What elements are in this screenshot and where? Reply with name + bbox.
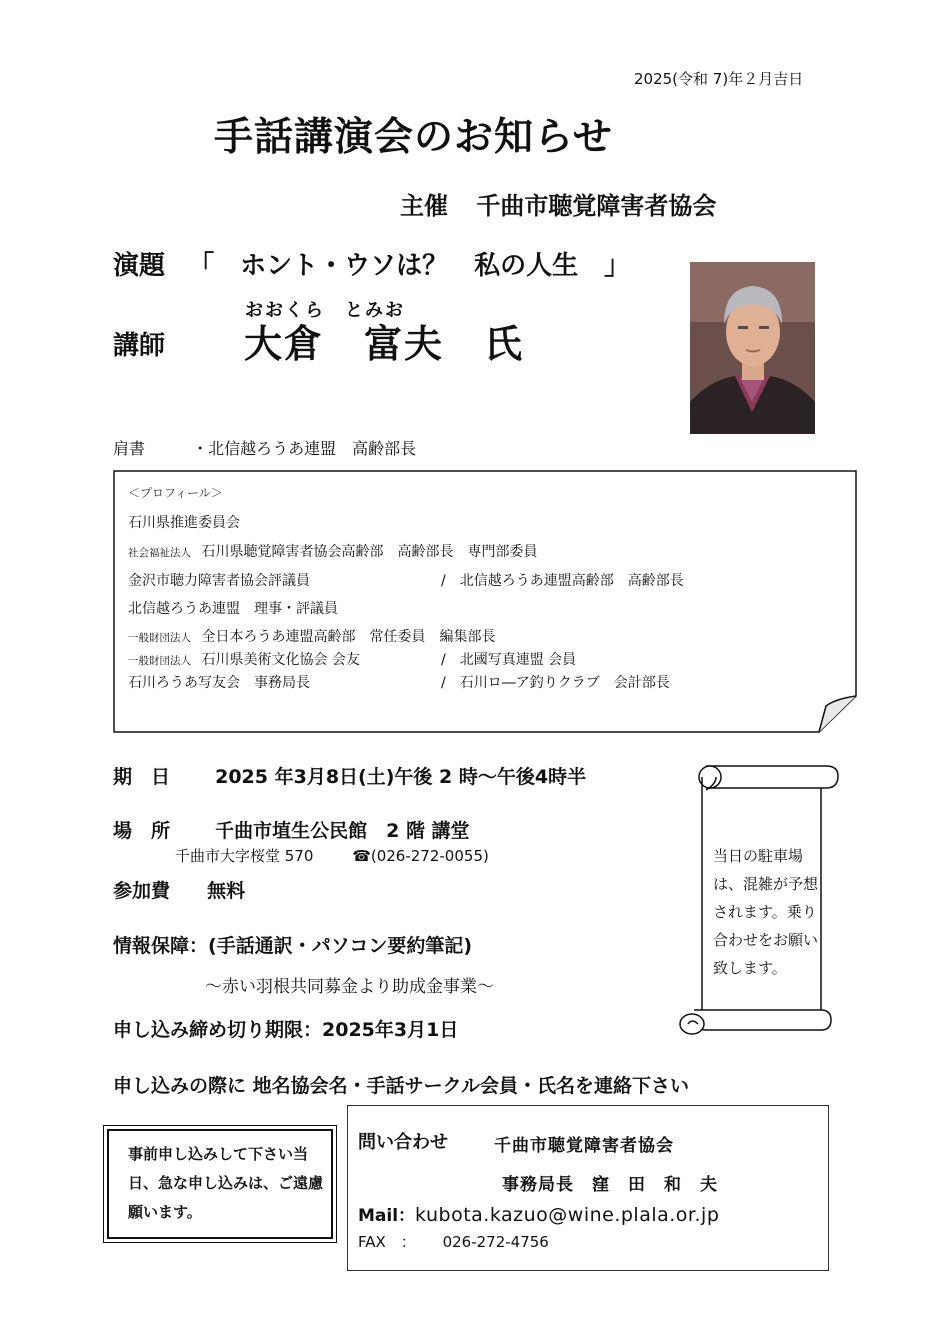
profile-line <box>128 512 240 532</box>
profile-left: 石川県推進委員会 <box>128 515 240 531</box>
title-label: 肩書 <box>113 439 146 458</box>
profile-prefix: 一般財団法人 <box>128 655 191 667</box>
profile-right: / 石川ロ―ア釣りクラブ 会計部長 <box>441 675 670 691</box>
organizer <box>400 186 716 221</box>
issue-date: 2025(令和 7)年２月吉日 <box>634 70 804 88</box>
fee-value: 無料 <box>207 880 246 902</box>
profile-heading: ＜プロフィール＞ <box>128 486 223 500</box>
profile-left: 石川県聴覚障害者協会高齢部 高齢部長 専門部委員 <box>201 544 538 560</box>
organizer-name: 千曲市聴覚障害者協会 <box>476 192 717 220</box>
mail-address[interactable]: kubota.kazuo@wine.plala.or.jp <box>415 1204 720 1226</box>
place-address <box>175 845 489 866</box>
profile-left: 石川県美術文化協会 会友 <box>201 652 360 668</box>
lecturer-reading: おおくら とみお <box>245 300 405 321</box>
place-label: 場 所 <box>113 820 171 842</box>
lecturer-label: 講師 <box>113 331 166 361</box>
mail-label: Mail： <box>358 1206 416 1226</box>
deadline <box>113 1015 458 1042</box>
profile-line <box>128 649 577 669</box>
lecturer-name: 大倉 富夫 氏 <box>244 322 525 366</box>
profile-left: 全日本ろうあ連盟高齢部 常任委員 編集部長 <box>201 629 496 645</box>
lecturer-photo <box>690 262 815 434</box>
contact-mail <box>358 1201 719 1226</box>
date-value: 2025 年3月8日(土)午後 2 時～午後4時半 <box>215 766 587 788</box>
parking-note: 当日の駐車場は、混雑が予想されます。乗り合わせをお願い致します。 <box>713 847 819 977</box>
event-place <box>113 816 470 843</box>
profile-right: / 北國写真連盟 会員 <box>441 652 577 668</box>
contact-fax <box>358 1231 549 1252</box>
date-label: 期 日 <box>113 766 171 788</box>
lecturer-title <box>113 436 416 459</box>
profile-line <box>128 626 495 646</box>
subject-text: 「 ホント・ウソは？ 私の人生 」 <box>188 251 631 281</box>
profile-left: 北信越ろうあ連盟 理事・評議員 <box>128 601 338 617</box>
info-support <box>113 931 472 958</box>
grant-note: ～赤い羽根共同募金より助成金事業～ <box>205 977 494 997</box>
profile-line <box>128 541 537 561</box>
organizer-label: 主催 <box>400 192 448 220</box>
subject-label: 演題 <box>113 251 166 281</box>
deadline-label: 申し込み締め切り期限： <box>113 1019 323 1041</box>
fee-label: 参加費 <box>113 880 171 902</box>
address: 千曲市大字桜堂 570 <box>175 847 314 865</box>
profile-line <box>128 598 338 618</box>
contact-label: 問い合わせ <box>358 1132 448 1153</box>
place-value: 千曲市埴生公民館 2 階 講堂 <box>215 820 470 842</box>
phone: ☎(026-272-0055) <box>352 847 489 865</box>
page-title: 手話講演会のお知らせ <box>214 115 613 160</box>
lecture-subject <box>113 245 630 282</box>
profile-right: / 北信越ろうあ連盟高齢部 高齢部長 <box>441 573 684 589</box>
apply-note: 申し込みの際に 地名協会名・手話サークル会員・氏名を連絡下さい <box>113 1075 690 1097</box>
info-value: (手話通訳・パソコン要約筆記) <box>208 935 473 957</box>
contact-org: 千曲市聴覚障害者協会 <box>494 1136 674 1156</box>
reservation-note: 事前申し込みして下さい当日、急な申し込みは、ご遠慮願います。 <box>128 1145 324 1221</box>
fax-number: 026-272-4756 <box>442 1233 549 1251</box>
profile-prefix: 社会福祉法人 <box>128 547 191 559</box>
profile-left: 金沢市聴力障害者協会評議員 <box>128 573 310 589</box>
event-date <box>113 762 586 789</box>
profile-line <box>128 570 684 590</box>
fax-label: FAX ： <box>358 1233 416 1251</box>
profile-prefix: 一般財団法人 <box>128 632 191 644</box>
info-label: 情報保障： <box>113 935 209 957</box>
profile-left: 石川ろうあ写友会 事務局長 <box>128 675 310 691</box>
deadline-value: 2025年3月1日 <box>322 1019 459 1041</box>
profile-line <box>128 672 670 692</box>
title-value: ・北信越ろうあ連盟 高齢部長 <box>192 439 417 458</box>
contact-person: 事務局長 窪 田 和 夫 <box>502 1175 718 1195</box>
event-fee <box>113 876 245 903</box>
